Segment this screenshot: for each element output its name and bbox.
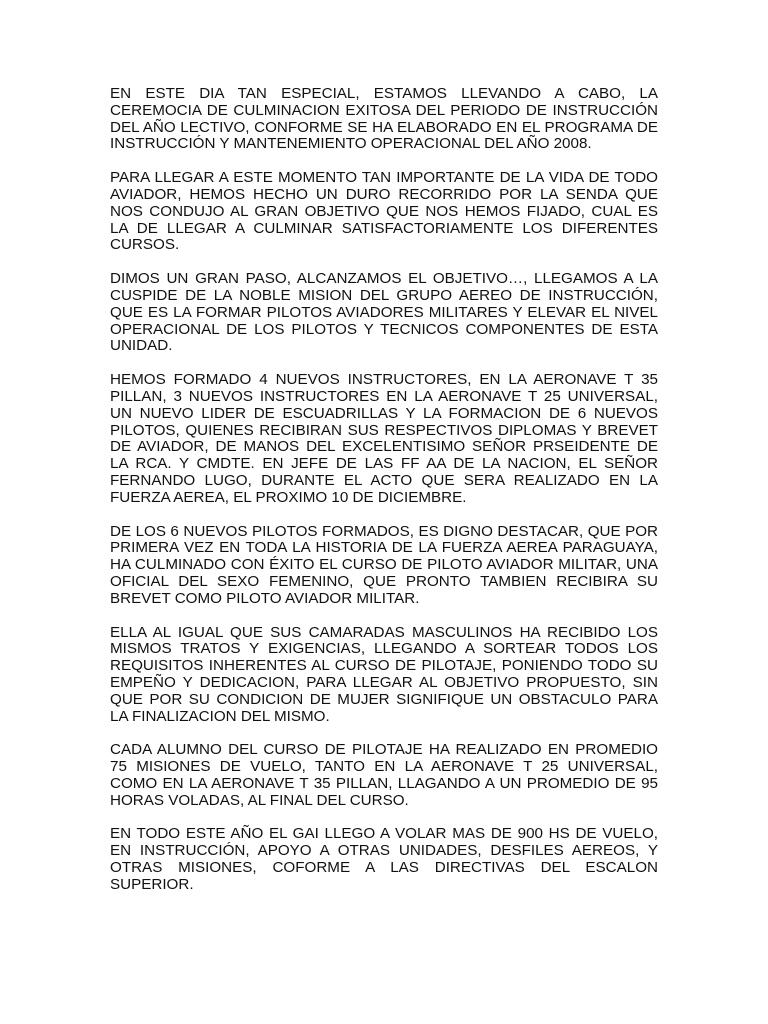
paragraph-flight-hours: EN TODO ESTE AÑO EL GAI LLEGO A VOLAR MAS DE 900 HS DE VUELO, EN INSTRUCCIÓN, APOYO A OTRAS UNIDADES, DESFILES AEREOS, Y OTRAS MISIONES, COFORME A LAS DIRECTIVAS DEL ESCALON SUPERIOR.: [110, 825, 658, 893]
paragraph-path: PARA LLEGAR A ESTE MOMENTO TAN IMPORTANTE DE LA VIDA DE TODO AVIADOR, HEMOS HECHO UN DURO RECORRIDO POR LA SENDA QUE NOS CONDUJO AL GRAN OBJETIVO QUE NOS HEMOS FIJADO, CUAL ES LA DE LLEGAR A CULMINAR SATISFACTORIAMENTE LOS DIFERENTES CURSOS.: [110, 169, 658, 254]
paragraph-flight-missions: CADA ALUMNO DEL CURSO DE PILOTAJE HA REALIZADO EN PROMEDIO 75 MISIONES DE VUELO, TANTO EN LA AERONAVE T 25 UNIVERSAL, COMO EN LA AERONAVE T 35 PILLAN, LLAGANDO A UN PROMEDIO DE 95 HORAS VOLADAS, AL FINAL DEL CURSO.: [110, 741, 658, 809]
paragraph-opening: EN ESTE DIA TAN ESPECIAL, ESTAMOS LLEVANDO A CABO, LA CEREMOCIA DE CULMINACION EXITOSA DEL PERIODO DE INSTRUCCIÓN DEL AÑO LECTIVO, CONFORME SE HA ELABORADO EN EL PROGRAMA DE INSTRUCCIÓN Y MANTENEMIENTO OPERACIONAL DEL AÑO 2008.: [110, 85, 658, 153]
paragraph-equal-treatment: ELLA AL IGUAL QUE SUS CAMARADAS MASCULINOS HA RECIBIDO LOS MISMOS TRATOS Y EXIGENCIAS, LLEGANDO A SORTEAR TODOS LOS REQUISITOS INHERENTES AL CURSO DE PILOTAJE, PONIENDO TODO SU EMPEÑO Y DEDICACION, PARA LLEGAR AL OBJETIVO PROPUESTO, SIN QUE POR SU CONDICION DE MUJER SIGNIFIQUE UN OBSTACULO PARA LA FINALIZACION DEL MISMO.: [110, 623, 658, 725]
document-page: [110, 86, 658, 911]
paragraph-instructors: HEMOS FORMADO 4 NUEVOS INSTRUCTORES, EN LA AERONAVE T 35 PILLAN, 3 NUEVOS INSTRUCTORES EN LA AERONAVE T 25 UNIVERSAL, UN NUEVO LIDER DE ESCUADRILLAS Y LA FORMACION DE 6 NUEVOS PILOTOS, QUIENES RECIBIRAN SUS RESPECTIVOS DIPLOMAS Y BREVET DE AVIADOR, DE MANOS DEL EXCELENTISIMO SEÑOR PRSEIDENTE DE LA RCA. Y CMDTE. EN JEFE DE LAS FF AA DE LA NACION, EL SEÑOR FERNANDO LUGO, DURANTE EL ACTO QUE SERA REALIZADO EN LA FUERZA AEREA, EL PROXIMO 10 DE DICIEMBRE.: [110, 371, 658, 506]
paragraph-objective: DIMOS UN GRAN PASO, ALCANZAMOS EL OBJETIVO…, LLEGAMOS A LA CUSPIDE DE LA NOBLE MISION DEL GRUPO AEREO DE INSTRUCCIÓN, QUE ES LA FORMAR PILOTOS AVIADORES MILITARES Y ELEVAR EL NIVEL OPERACIONAL DE LOS PILOTOS Y TECNICOS COMPONENTES DE ESTA UNIDAD.: [110, 270, 658, 355]
paragraph-female-pilot: DE LOS 6 NUEVOS PILOTOS FORMADOS, ES DIGNO DESTACAR, QUE POR PRIMERA VEZ EN TODA LA HISTORIA DE LA FUERZA AEREA PARAGUAYA, HA CULMINADO CON ÉXITO EL CURSO DE PILOTO AVIADOR MILITAR, UNA OFICIAL DEL SEXO FEMENINO, QUE PRONTO TAMBIEN RECIBIRA SU BREVET COMO PILOTO AVIADOR MILITAR.: [110, 522, 658, 607]
